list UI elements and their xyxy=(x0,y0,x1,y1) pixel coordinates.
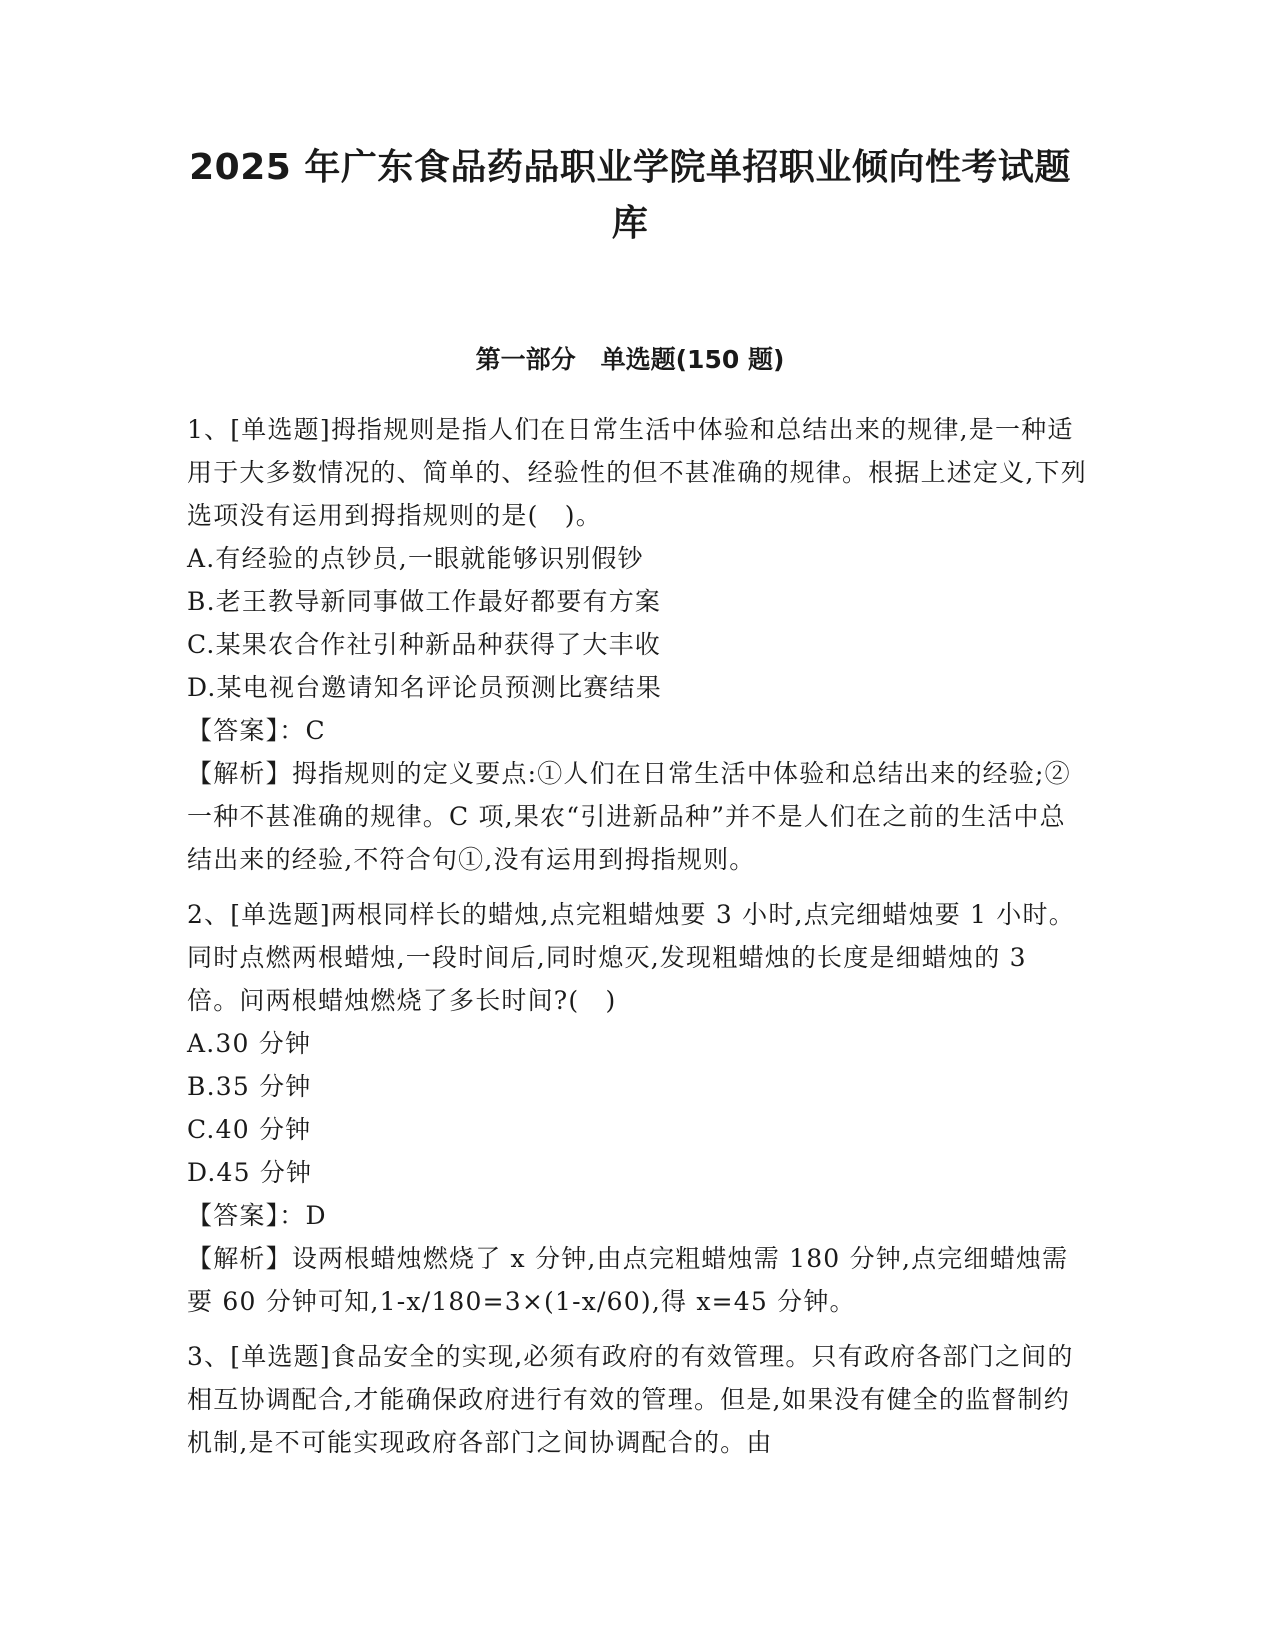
answer-line xyxy=(187,1194,1087,1237)
answer-label: 【答案】： xyxy=(187,716,306,745)
option-b: B.老王教导新同事做工作最好都要有方案 xyxy=(187,587,662,616)
answer-line xyxy=(187,709,1087,752)
question-stem: 1、[单选题]拇指规则是指人们在日常生活中体验和总结出来的规律,是一种适用于大多数情况的、简单的、经验性的但不甚准确的规律。根据上述定义,下列选项没有运用到拇指规则的是( )。 xyxy=(187,415,1087,530)
option-d: D.45 分钟 xyxy=(187,1158,313,1187)
option-b: B.35 分钟 xyxy=(187,1072,312,1101)
question-2 xyxy=(187,893,1087,1323)
question-3 xyxy=(187,1335,1087,1464)
option-a: A.30 分钟 xyxy=(187,1029,312,1058)
option-c: C.40 分钟 xyxy=(187,1115,312,1144)
analysis-line xyxy=(187,1237,1087,1323)
answer-value: C xyxy=(305,716,326,745)
question-stem: 3、[单选题]食品安全的实现,必须有政府的有效管理。只有政府各部门之间的相互协调配合,才能确保政府进行有效的管理。但是,如果没有健全的监督制约机制,是不可能实现政府各部门之间协调配合的。由 xyxy=(187,1342,1074,1457)
answer-value: D xyxy=(305,1201,327,1230)
option-a: A.有经验的点钞员,一眼就能够识别假钞 xyxy=(187,544,644,573)
analysis-text: 设两根蜡烛燃烧了 x 分钟,由点完粗蜡烛需 180 分钟,点完细蜡烛需要 60 分钟可知,1-x/180=3×(1-x/60),得 x=45 分钟。 xyxy=(187,1244,1069,1316)
document-title: 2025 年广东食品药品职业学院单招职业倾向性考试题库 xyxy=(189,147,1071,244)
answer-label: 【答案】： xyxy=(187,1201,306,1230)
analysis-line xyxy=(187,752,1087,881)
option-c: C.某果农合作社引种新品种获得了大丰收 xyxy=(187,630,661,659)
questions-list xyxy=(187,408,1087,1476)
analysis-label: 【解析】 xyxy=(187,759,292,788)
analysis-text: 拇指规则的定义要点:①人们在日常生活中体验和总结出来的经验;②一种不甚准确的规律。C 项,果农“引进新品种”并不是人们在之前的生活中总结出来的经验,不符合句①,没有运用到拇指规则。 xyxy=(187,759,1071,874)
option-d: D.某电视台邀请知名评论员预测比赛结果 xyxy=(187,673,662,702)
analysis-label: 【解析】 xyxy=(187,1244,292,1273)
section-heading: 第一部分 单选题(150 题) xyxy=(475,345,785,374)
question-1 xyxy=(187,408,1087,881)
question-stem: 2、[单选题]两根同样长的蜡烛,点完粗蜡烛要 3 小时,点完细蜡烛要 1 小时。同时点燃两根蜡烛,一段时间后,同时熄灭,发现粗蜡烛的长度是细蜡烛的 3 倍。问两根蜡烛燃烧了多长时间?( ) xyxy=(187,900,1075,1015)
